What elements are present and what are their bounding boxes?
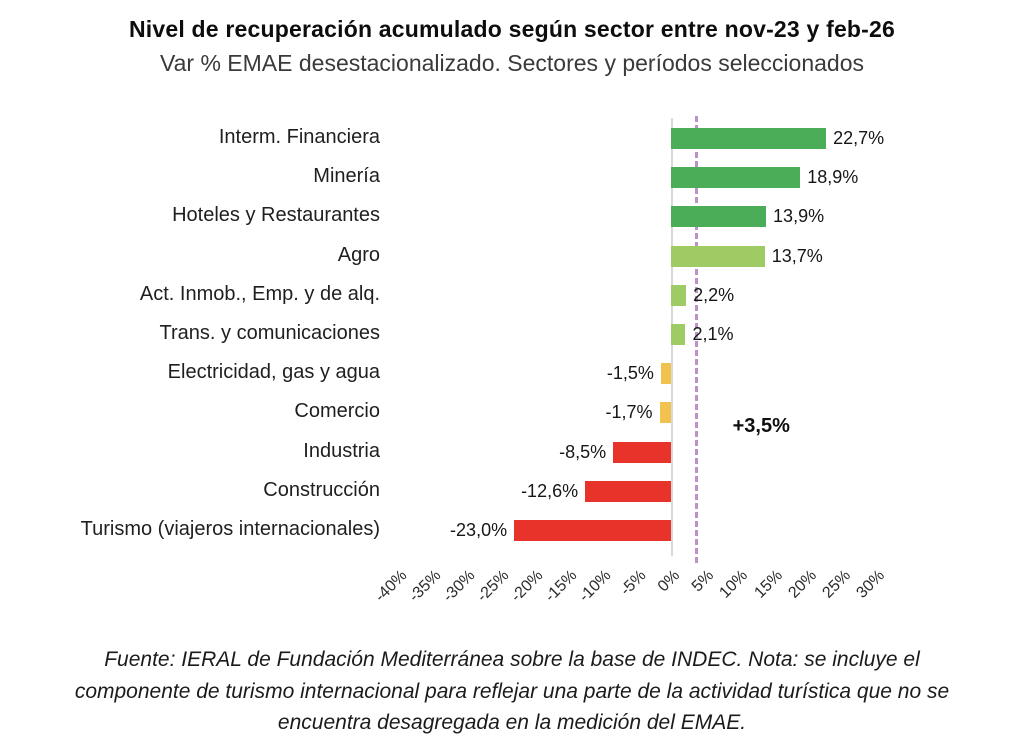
category-label: Construcción <box>263 478 380 501</box>
bar-value-label: 18,9% <box>807 167 859 188</box>
bar-value-label: 13,9% <box>773 206 825 227</box>
bar-value-label: -12,6% <box>521 480 579 501</box>
bar-value-label: -23,0% <box>450 520 508 540</box>
x-tick-label: -25% <box>474 567 513 606</box>
x-tick-label: -30% <box>439 567 479 606</box>
bar-value-label: -1,5% <box>606 363 654 384</box>
x-tick-label: 0% <box>654 567 684 596</box>
bar <box>671 167 800 188</box>
x-tick-label: -5% <box>616 567 650 600</box>
reference-line-label: +3,5% <box>732 415 790 437</box>
x-tick-label: -35% <box>405 567 445 606</box>
bar <box>661 363 671 384</box>
category-label: Minería <box>313 165 380 188</box>
category-labels-column <box>40 118 398 554</box>
x-axis-tick-labels <box>371 554 889 622</box>
bar <box>671 285 686 306</box>
bar <box>585 481 671 502</box>
bar-value-label: 13,7% <box>771 245 823 266</box>
bar <box>671 246 765 267</box>
bar <box>671 206 766 227</box>
x-tick-label: -20% <box>508 567 547 606</box>
category-label: Act. Inmob., Emp. y de alq. <box>139 282 380 305</box>
x-tick-label: 30% <box>853 567 889 602</box>
category-label: Comercio <box>294 400 380 423</box>
category-label: Interm. Financiera <box>218 126 380 149</box>
x-tick-label: 5% <box>688 567 718 596</box>
category-label: Trans. y comunicaciones <box>159 322 380 345</box>
bar <box>660 402 672 423</box>
bar <box>514 520 671 541</box>
bar-chart <box>40 118 1024 554</box>
bar <box>671 324 685 345</box>
bar-value-label: -8,5% <box>559 441 607 462</box>
bar-value-label: 2,2% <box>693 284 735 305</box>
category-label: Industria <box>303 439 380 462</box>
x-tick-label: -10% <box>576 567 615 606</box>
x-tick-label: -40% <box>371 567 411 606</box>
x-tick-label: -15% <box>542 567 581 606</box>
chart-subtitle: Var % EMAE desestacionalizado. Sectores y períodos seleccionados <box>159 50 864 76</box>
category-label: Electricidad, gas y agua <box>167 361 380 384</box>
source-note: Fuente: IERAL de Fundación Mediterránea sobre la base de INDEC. Nota: se incluye el componente de turismo internacional para reflejar una parte de la actividad turística que no se encuentra desagregada en la medición del EMAE. <box>74 648 950 734</box>
x-tick-label: 10% <box>716 567 752 602</box>
bar-value-label: -1,7% <box>605 402 653 423</box>
bar <box>671 128 826 149</box>
category-label: Hoteles y Restaurantes <box>172 204 380 227</box>
x-tick-label: 20% <box>785 567 820 602</box>
category-label: Agro <box>337 243 380 266</box>
chart-title: Nivel de recuperación acumulado según sector entre nov-23 y feb-26 <box>128 16 896 42</box>
bar <box>613 442 671 463</box>
bar-value-label: 22,7% <box>833 128 885 148</box>
category-label: Turismo (viajeros internacionales) <box>80 517 380 540</box>
bar-value-label: 2,1% <box>692 324 734 344</box>
x-tick-label: 25% <box>819 567 854 602</box>
plot-area <box>398 118 885 554</box>
x-tick-label: 15% <box>750 567 786 602</box>
